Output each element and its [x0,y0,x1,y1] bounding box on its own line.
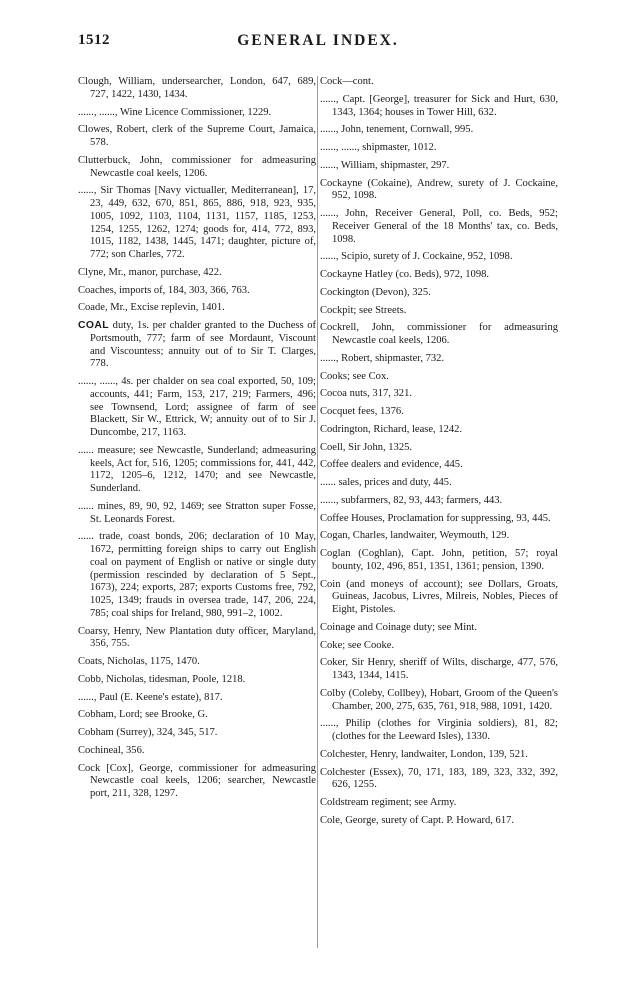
index-entry: Coffee Houses, Proclamation for suppressing, 93, 445. [320,512,551,524]
index-entry: ......, Philip (clothes for Virginia soldiers), 81, 82; (clothes for the Leeward Isles), 1330. [320,718,558,742]
index-entry: Cochineal, 356. [78,744,145,756]
page-number: 1512 [78,32,110,48]
index-entry: ...... measure; see Newcastle, Sunderland; admeasuring keels, Act for, 516, 1205; commissions for, 441, 442, 1172, 1205–6, 1212, 1470; and see Newcastle, Sunderland. [78,444,316,494]
index-entry: Coats, Nicholas, 1175, 1470. [78,656,200,667]
index-entry: ......, Robert, shipmaster, 732. [320,352,445,364]
index-entry: ......, ......, shipmaster, 1012. [320,142,437,153]
index-entry: Cock [Cox], George, commissioner for admeasuring Newcastle coal keels, 1206; searcher, Newcastle port, 211, 328, 1297. [78,762,316,799]
index-entry: Colchester (Essex), 70, 171, 183, 189, 323, 332, 392, 626, 1255. [320,766,558,791]
index-entry: Cockington (Devon), 325. [320,286,431,298]
coal-entry-text: duty, 1s. per chalder granted to the Duchess of Portsmouth, 777; farm of see Mordaunt, Viscount and Viscountess; annuity out of to Sir T. Clarges, 778. [90,320,317,370]
left-index-column [78,76,316,806]
index-entry: Coke; see Cooke. [320,639,395,651]
index-entry: Coarsy, Henry, New Plantation duty officer, Maryland, 356, 755. [78,625,316,650]
index-entry: Coin (and moneys of account); see Dollars, Groats, Guineas, Jacobus, Livres, Milreis, Nobles, Pieces of Eight, Pistoles. [320,578,558,615]
index-entry: Cole, George, surety of Capt. P. Howard, 617. [320,814,515,826]
coal-entry [78,320,316,371]
index-entry: ...... mines, 89, 90, 92, 1469; see Stratton super Fosse, St. Leonards Forest. [78,500,316,525]
index-entry: Colchester, Henry, landwaiter, London, 139, 521. [320,748,528,760]
index-entry: Coell, Sir John, 1325. [320,441,412,453]
running-title: GENERAL INDEX. [237,32,399,49]
index-entry: Clowes, Robert, clerk of the Supreme Court, Jamaica, 578. [78,124,316,148]
index-entry: ......, subfarmers, 82, 93, 443; farmers, 443. [320,494,503,506]
index-entry: Clutterbuck, John, commissioner for admeasuring Newcastle coal keels, 1206. [78,154,316,179]
page-header [78,32,558,56]
index-entry: Codrington, Richard, lease, 1242. [320,423,463,435]
index-entry: ......, William, shipmaster, 297. [320,159,450,171]
index-entry: Cockrell, John, commissioner for admeasuring Newcastle coal keels, 1206. [320,322,558,346]
index-entry: Coffee dealers and evidence, 445. [320,459,463,471]
index-entry: Cocoa nuts, 317, 321. [320,388,412,400]
right-index-column [320,76,558,833]
index-entry: ......, Paul (E. Keene's estate), 817. [78,691,223,703]
index-entry: Cobb, Nicholas, tidesman, Poole, 1218. [78,673,246,685]
index-entry: ...... sales, prices and duty, 445. [320,477,452,488]
coal-headword: COAL [78,320,110,331]
index-entry: ...... trade, coast bonds, 206; declaration of 10 May, 1672, permitting foreign ships to carry out English coal on payment of English or native or single duty (permission rescinded by declaration of 5 Sept., 1673), 224; exports, 287; exports Customs free, 792, 1025, 1349; frauds in oversea trade, 147, 206, 224, 785; coal ships for Ireland, 980, 991–2, 1002. [78,531,316,619]
index-entry: Coker, Sir Henry, sheriff of Wilts, discharge, 477, 576, 1343, 1344, 1415. [320,657,558,681]
index-entry: Cockayne Hatley (co. Beds), 972, 1098. [320,269,490,280]
index-entry: Cockayne (Cokaine), Andrew, surety of J. Cockaine, 952, 1098. [320,177,558,202]
index-entry: Coade, Mr., Excise replevin, 1401. [78,302,225,314]
index-entry: Cocquet fees, 1376. [320,406,404,417]
index-entry: Clyne, Mr., manor, purchase, 422. [78,266,222,278]
index-entry: ......, Capt. [George], treasurer for Sick and Hurt, 630, 1343, 1364; houses in Tower Hill, 632. [320,93,558,118]
index-entry: Coaches, imports of, 184, 303, 366, 763. [78,284,250,296]
column-divider [317,76,318,948]
index-entry: Cobham, Lord; see Brooke, G. [78,709,208,721]
index-entry: Coinage and Coinage duty; see Mint. [320,621,478,633]
index-entry: Cogan, Charles, landwaiter, Weymouth, 129. [320,530,510,542]
index-entry: ......, Scipio, surety of J. Cockaine, 952, 1098. [320,251,513,263]
index-entry: Clough, William, undersearcher, London, 647, 689, 727, 1422, 1430, 1434. [78,76,316,100]
index-entry: Colby (Coleby, Collbey), Hobart, Groom of the Queen's Chamber, 200, 275, 635, 761, 918, 988, 1091, 1420. [320,687,558,712]
index-entry: ......, John, Receiver General, Poll, co. Beds, 952; Receiver General of the 18 Months' tax, co. Beds, 1098. [320,208,558,245]
index-entry: Cobham (Surrey), 324, 345, 517. [78,727,218,738]
index-entry: ......, ......, 4s. per chalder on sea coal exported, 50, 109; accounts, 441; Farm, 153, 217, 219; Farmers, 496; see Townsend, Lord; assignee of farm of see Blackett, Sir W., Ettrick, W; annuity out of to Sir J. Duncombe, 217, 1163. [78,376,316,438]
index-entry: Coglan (Coghlan), Capt. John, petition, 57; royal bounty, 102, 496, 851, 1351, 1361; pension, 1390. [320,548,558,572]
index-entry: ......, ......, Wine Licence Commissioner, 1229. [78,106,272,118]
index-entry: ......, John, tenement, Cornwall, 995. [320,124,474,136]
index-entry: Cooks; see Cox. [320,370,389,382]
index-entry: Coldstream regiment; see Army. [320,797,457,808]
index-entry: Cockpit; see Streets. [320,304,407,316]
continuation-heading: Cock—cont. [320,76,374,87]
index-entry: ......, Sir Thomas [Navy victualler, Mediterranean], 17, 23, 449, 632, 670, 851, 865, 886, 918, 923, 935, 1005, 1092, 1103, 1104, 1131, 1157, 1185, 1253, 1254, 1255, 1262, 1274; goods for, 414, 772, 893, 1015, 1182, 1438, 1445, 1471; daughter, picture of, 772; son Charles, 772. [78,185,316,260]
